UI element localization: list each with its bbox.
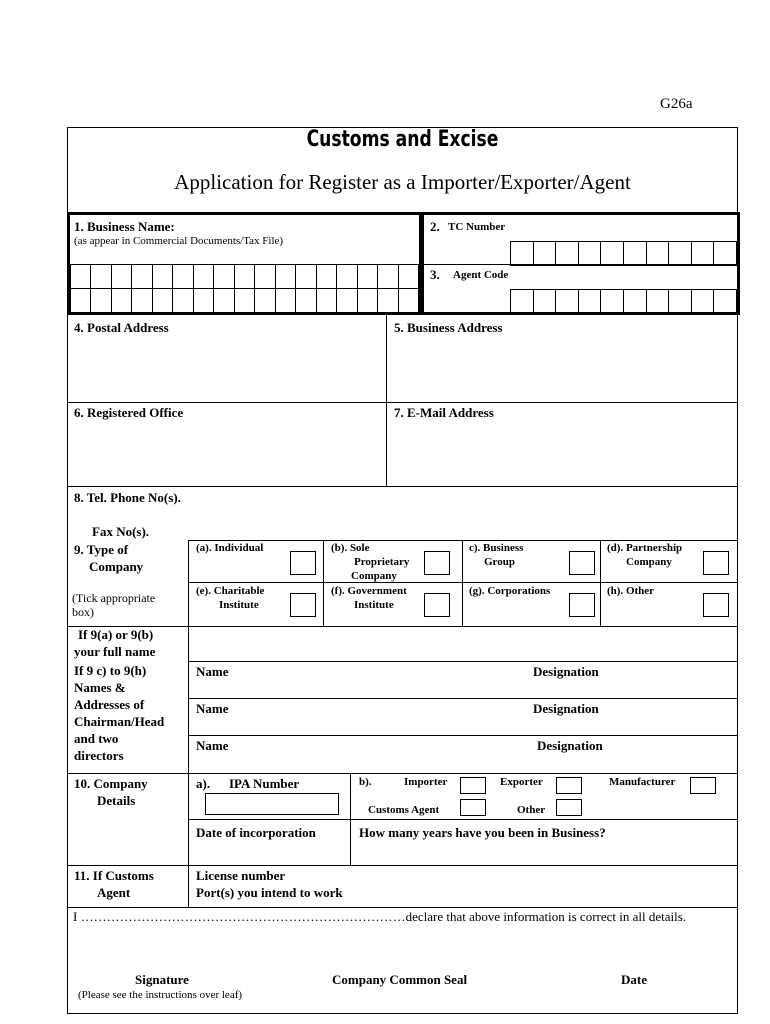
option-partnership-label-1: (d). Partnership xyxy=(607,542,683,554)
fax-label: Fax No(s). xyxy=(92,524,150,539)
tick-note-1: (Tick appropriate xyxy=(72,591,156,605)
option-business-group-label-1: c). Business xyxy=(469,542,524,554)
business-name-grid-row-2[interactable] xyxy=(70,288,419,313)
exporter-checkbox[interactable] xyxy=(556,777,582,794)
director-name-label: Name xyxy=(196,738,229,753)
corporations-checkbox[interactable] xyxy=(569,593,595,617)
date-of-incorporation-label: Date of incorporation xyxy=(196,825,316,840)
registered-office-label: 6. Registered Office xyxy=(74,405,184,420)
type-of-company-label-2: Company xyxy=(89,559,144,574)
date-label: Date xyxy=(621,972,647,987)
option-government-label-2: Institute xyxy=(354,599,394,611)
agent-code-index: 3. xyxy=(430,267,440,282)
option-government-label-1: (f). Government xyxy=(331,585,407,597)
form-code: G26a xyxy=(660,96,693,112)
customs-agent-label: Customs Agent xyxy=(368,804,440,816)
directors-label-2: Names & xyxy=(74,680,126,695)
manufacturer-checkbox[interactable] xyxy=(690,777,716,794)
partnership-checkbox[interactable] xyxy=(703,551,729,575)
footnote: (Please see the instructions over leaf) xyxy=(78,989,243,1001)
government-checkbox[interactable] xyxy=(424,593,450,617)
ipa-prefix: a). xyxy=(196,776,211,791)
company-seal-label: Company Common Seal xyxy=(332,972,468,987)
importer-label: Importer xyxy=(404,776,448,788)
option-sole-label-3: Company xyxy=(351,570,397,582)
business-name-label: 1. Business Name: xyxy=(74,219,175,234)
company-details-label-1: 10. Company xyxy=(74,776,148,791)
declaration-text: I …………………………………………………………………declare that above information is correct in all details. xyxy=(73,909,687,924)
business-group-checkbox[interactable] xyxy=(569,551,595,575)
other-activity-label: Other xyxy=(517,804,546,816)
director-name-label: Name xyxy=(196,701,229,716)
company-details-label-2: Details xyxy=(97,793,136,808)
importer-checkbox[interactable] xyxy=(460,777,486,794)
option-corporations-label: (g). Corporations xyxy=(469,585,551,597)
individual-checkbox[interactable] xyxy=(290,551,316,575)
director-designation-label: Designation xyxy=(533,701,599,716)
agent-code-label: Agent Code xyxy=(453,269,509,281)
business-name-note: (as appear in Commercial Documents/Tax File) xyxy=(74,235,284,247)
ipa-number-label: IPA Number xyxy=(229,776,300,791)
ipa-number-field[interactable] xyxy=(205,793,339,815)
years-in-business-label: How many years have you been in Business? xyxy=(359,825,606,840)
customs-agent-checkbox[interactable] xyxy=(460,799,486,816)
email-address-label: 7. E-Mail Address xyxy=(394,405,494,420)
form-title: Customs and Excise xyxy=(306,127,499,152)
signature-label: Signature xyxy=(135,972,189,987)
full-name-label-2: your full name xyxy=(74,644,156,659)
option-partnership-label-2: Company xyxy=(626,556,672,568)
type-of-company-label-1: 9. Type of xyxy=(74,542,129,557)
directors-label-3: Addresses of xyxy=(74,697,145,712)
full-name-label-1: If 9(a) or 9(b) xyxy=(78,627,154,642)
customs-agent-section-label-2: Agent xyxy=(97,885,131,900)
business-address-label: 5. Business Address xyxy=(394,320,503,335)
directors-label-4: Chairman/Head xyxy=(74,714,165,729)
option-sole-label-1: (b). Sole xyxy=(331,542,370,554)
sole-proprietary-checkbox[interactable] xyxy=(424,551,450,575)
customs-agent-section-label-1: 11. If Customs xyxy=(74,868,154,883)
option-charitable-label-2: Institute xyxy=(219,599,259,611)
other-activity-checkbox[interactable] xyxy=(556,799,582,816)
tc-number-index: 2. xyxy=(430,219,440,234)
option-sole-label-2: Proprietary xyxy=(354,556,410,568)
exporter-label: Exporter xyxy=(500,776,543,788)
directors-label-1: If 9 c) to 9(h) xyxy=(74,663,147,678)
tick-note-2: box) xyxy=(72,605,94,619)
directors-label-5: and two xyxy=(74,731,119,746)
directors-label-6: directors xyxy=(74,748,124,763)
ports-label: Port(s) you intend to work xyxy=(196,885,343,900)
director-designation-label: Designation xyxy=(533,664,599,679)
other-type-checkbox[interactable] xyxy=(703,593,729,617)
director-designation-label: Designation xyxy=(537,738,603,753)
business-name-grid-row-1[interactable] xyxy=(70,264,419,289)
option-other-label: (h). Other xyxy=(607,585,655,597)
activity-prefix: b). xyxy=(359,776,372,788)
postal-address-label: 4. Postal Address xyxy=(74,320,169,335)
tc-number-label: TC Number xyxy=(448,221,506,233)
option-business-group-label-2: Group xyxy=(484,556,515,568)
form-subtitle: Application for Register as a Importer/Exporter/Agent xyxy=(174,170,631,194)
license-number-label: License number xyxy=(196,868,286,883)
tel-phone-label: 8. Tel. Phone No(s). xyxy=(74,490,181,505)
director-name-label: Name xyxy=(196,664,229,679)
charitable-checkbox[interactable] xyxy=(290,593,316,617)
manufacturer-label: Manufacturer xyxy=(609,776,676,788)
option-individual-label: (a). Individual xyxy=(196,542,264,554)
option-charitable-label-1: (e). Charitable xyxy=(196,585,265,597)
tc-number-grid[interactable] xyxy=(510,241,737,266)
agent-code-grid[interactable] xyxy=(510,289,737,314)
